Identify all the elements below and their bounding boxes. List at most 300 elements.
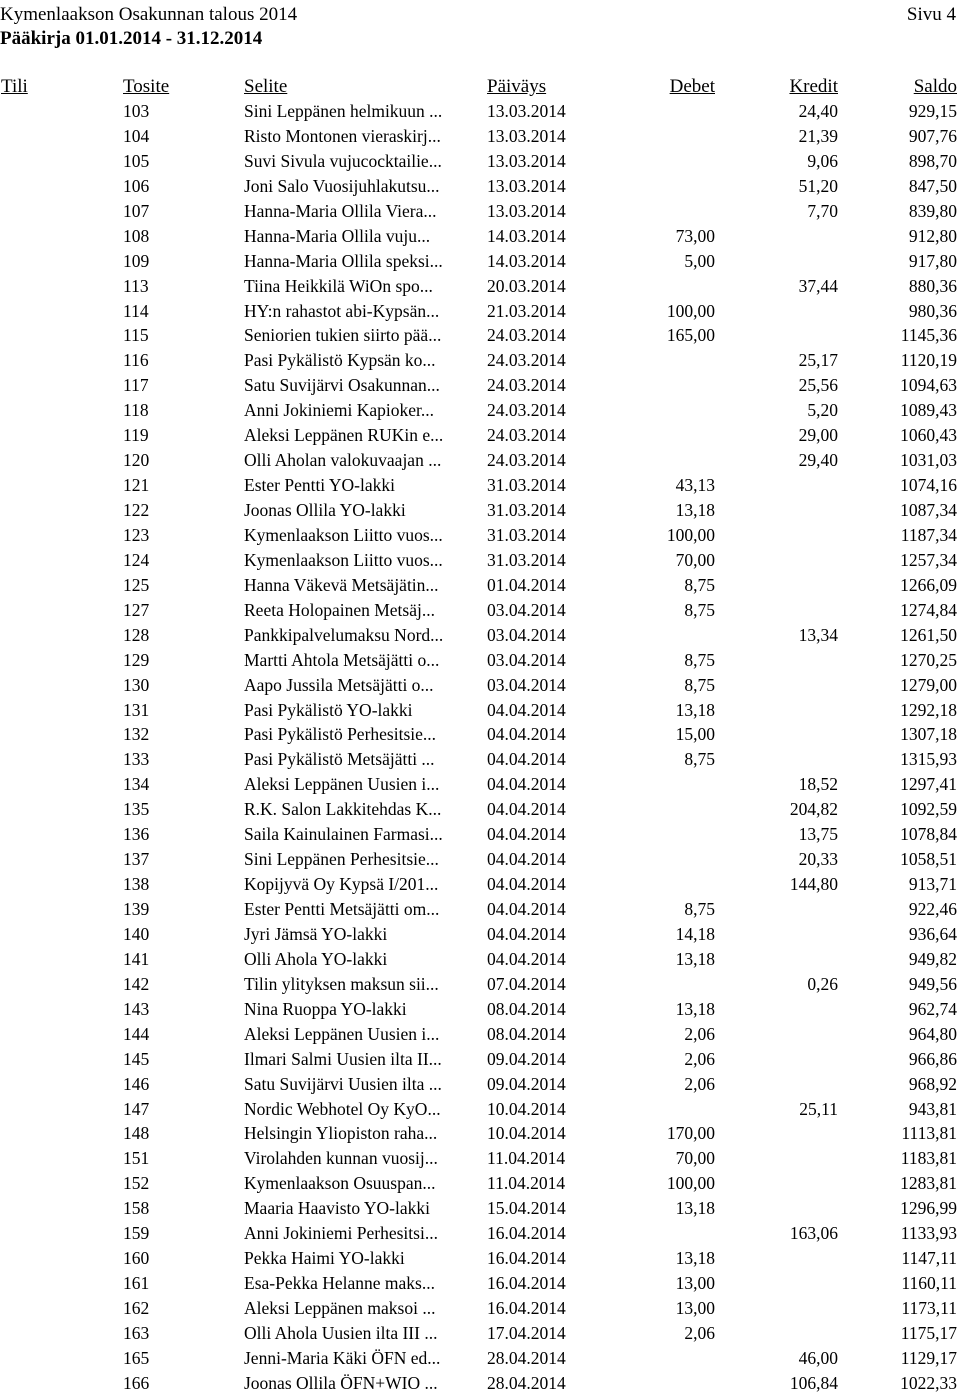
col-header-kredit: Kredit: [789, 76, 838, 97]
table-row: [0, 299, 960, 324]
selite-cell: Seniorien tukien siirto pää...: [244, 325, 442, 346]
saldo-cell: 943,81: [908, 1098, 957, 1119]
saldo-cell: 1092,59: [900, 799, 957, 820]
date-cell: 04.04.2014: [487, 724, 566, 745]
tosite-cell: 163: [123, 1322, 150, 1343]
debet-cell: 100,00: [666, 1173, 715, 1194]
date-cell: 16.04.2014: [487, 1298, 566, 1318]
col-header-tili: Tili: [1, 76, 28, 97]
date-cell: 01.04.2014: [487, 574, 566, 595]
date-cell: 31.03.2014: [487, 549, 566, 570]
tosite-cell: 117: [123, 375, 149, 396]
kredit-cell: 18,52: [798, 774, 838, 795]
table-row: [0, 99, 960, 124]
table-row: [0, 1346, 960, 1371]
debet-cell: 13,18: [675, 1248, 715, 1269]
debet-cell: 15,00: [675, 724, 715, 745]
debet-cell: 43,13: [675, 475, 715, 496]
kredit-cell: 204,82: [789, 799, 838, 820]
tosite-cell: 132: [123, 724, 150, 745]
table-row: [0, 1271, 960, 1296]
saldo-cell: 913,71: [908, 874, 957, 895]
selite-cell: Satu Suvijärvi Uusien ilta ...: [244, 1073, 442, 1094]
debet-cell: 2,06: [684, 1322, 715, 1343]
saldo-cell: 1297,41: [900, 774, 957, 795]
tosite-cell: 159: [123, 1223, 150, 1244]
saldo-cell: 966,86: [908, 1048, 957, 1069]
kredit-cell: 13,75: [798, 824, 838, 845]
date-cell: 13.03.2014: [487, 125, 566, 146]
saldo-cell: 1270,25: [900, 649, 957, 670]
tosite-cell: 125: [123, 574, 150, 595]
selite-cell: Tiina Heikkilä WiOn spo...: [244, 275, 433, 296]
date-cell: 31.03.2014: [487, 500, 566, 520]
tosite-cell: 130: [123, 674, 150, 695]
date-cell: 16.04.2014: [487, 1248, 566, 1269]
kredit-cell: 106,84: [789, 1372, 838, 1393]
selite-cell: HY:n rahastot abi-Kypsän...: [244, 300, 440, 321]
tosite-cell: 143: [123, 998, 150, 1019]
table-row: [0, 1047, 960, 1072]
tosite-cell: 104: [123, 125, 150, 146]
saldo-cell: 1283,81: [900, 1173, 957, 1194]
date-cell: 04.04.2014: [487, 874, 566, 895]
debet-cell: 100,00: [666, 524, 715, 545]
table-row: [0, 1371, 960, 1396]
saldo-cell: 1261,50: [900, 624, 957, 645]
saldo-cell: 898,70: [908, 150, 957, 171]
selite-cell: Aleksi Leppänen Uusien i...: [244, 1023, 440, 1044]
date-cell: 31.03.2014: [487, 524, 566, 545]
table-row: [0, 498, 960, 523]
selite-cell: Olli Aholan valokuvaajan ...: [244, 450, 442, 471]
table-row: [0, 523, 960, 548]
table-row: [0, 1221, 960, 1246]
kredit-cell: 0,26: [807, 973, 838, 994]
date-cell: 24.03.2014: [487, 350, 566, 371]
tosite-cell: 148: [123, 1123, 150, 1144]
selite-cell: Kymenlaakson Liitto vuos...: [244, 524, 443, 545]
selite-cell: Ester Pentti Metsäjätti om...: [244, 899, 440, 919]
selite-cell: Kopijyvä Oy Kypsä I/201...: [244, 874, 439, 895]
tosite-cell: 119: [123, 425, 149, 446]
date-cell: 07.04.2014: [487, 973, 566, 994]
table-row: [0, 847, 960, 872]
ledger-title: Pääkirja 01.01.2014 - 31.12.2014: [0, 28, 263, 49]
selite-cell: Aleksi Leppänen maksoi ...: [244, 1298, 436, 1318]
date-cell: 13.03.2014: [487, 101, 566, 121]
selite-cell: Joonas Ollila YO-lakki: [244, 500, 406, 520]
tosite-cell: 128: [123, 624, 150, 645]
tosite-cell: 116: [123, 350, 149, 371]
saldo-cell: 1120,19: [900, 350, 957, 371]
table-row: [0, 1246, 960, 1271]
selite-cell: Pasi Pykälistö Metsäjätti ...: [244, 749, 435, 770]
saldo-cell: 1279,00: [900, 674, 957, 695]
date-cell: 04.04.2014: [487, 899, 566, 919]
tosite-cell: 121: [123, 475, 150, 496]
saldo-cell: 917,80: [908, 250, 957, 271]
date-cell: 13.03.2014: [487, 200, 566, 221]
kredit-cell: 5,20: [807, 400, 838, 421]
table-row: [0, 947, 960, 972]
selite-cell: Joni Salo Vuosijuhlakutsu...: [244, 175, 440, 196]
tosite-cell: 160: [123, 1248, 150, 1269]
saldo-cell: 1173,11: [901, 1298, 957, 1318]
saldo-cell: 1133,93: [900, 1223, 957, 1244]
debet-cell: 8,75: [684, 599, 715, 620]
table-row: [0, 1321, 960, 1346]
selite-cell: Esa-Pekka Helanne maks...: [244, 1273, 435, 1294]
table-row: [0, 423, 960, 448]
saldo-cell: 1094,63: [900, 375, 957, 396]
saldo-cell: 980,36: [908, 300, 957, 321]
kredit-cell: 9,06: [807, 150, 838, 171]
date-cell: 24.03.2014: [487, 325, 566, 346]
table-row: [0, 224, 960, 249]
debet-cell: 73,00: [675, 225, 715, 246]
table-row: [0, 772, 960, 797]
tosite-cell: 113: [123, 275, 149, 296]
debet-cell: 5,00: [684, 250, 715, 271]
table-row: [0, 199, 960, 224]
date-cell: 08.04.2014: [487, 998, 566, 1019]
table-row: [0, 673, 960, 698]
selite-cell: Ilmari Salmi Uusien ilta II...: [244, 1048, 442, 1069]
table-row: [0, 1097, 960, 1122]
table-row: [0, 972, 960, 997]
table-row: [0, 174, 960, 199]
date-cell: 17.04.2014: [487, 1322, 566, 1343]
tosite-cell: 134: [123, 774, 150, 795]
selite-cell: Aleksi Leppänen Uusien i...: [244, 774, 440, 795]
tosite-cell: 123: [123, 524, 150, 545]
selite-cell: Pekka Haimi YO-lakki: [244, 1248, 405, 1269]
table-row: [0, 797, 960, 822]
saldo-cell: 922,46: [908, 899, 957, 919]
date-cell: 20.03.2014: [487, 275, 566, 296]
saldo-cell: 880,36: [908, 275, 957, 296]
tosite-cell: 136: [123, 824, 150, 845]
table-row: [0, 473, 960, 498]
saldo-cell: 968,92: [908, 1073, 957, 1094]
saldo-cell: 936,64: [908, 923, 957, 944]
date-cell: 24.03.2014: [487, 400, 566, 421]
tosite-cell: 142: [123, 973, 150, 994]
tosite-cell: 124: [123, 549, 150, 570]
col-header-tosite: Tosite: [123, 76, 170, 97]
date-cell: 03.04.2014: [487, 674, 566, 695]
selite-cell: Hanna-Maria Ollila Viera...: [244, 200, 437, 221]
selite-cell: Aleksi Leppänen RUKin e...: [244, 425, 444, 446]
saldo-cell: 1113,81: [901, 1123, 957, 1144]
kredit-cell: 144,80: [789, 874, 838, 895]
table-row: [0, 1121, 960, 1146]
debet-cell: 8,75: [684, 749, 715, 770]
saldo-cell: 929,15: [908, 101, 957, 121]
date-cell: 16.04.2014: [487, 1223, 566, 1244]
report-header: [0, 2, 960, 27]
kredit-cell: 46,00: [798, 1347, 838, 1368]
tosite-cell: 120: [123, 450, 150, 471]
date-cell: 24.03.2014: [487, 375, 566, 396]
selite-cell: Hanna-Maria Ollila speksi...: [244, 250, 443, 271]
date-cell: 13.03.2014: [487, 150, 566, 171]
date-cell: 08.04.2014: [487, 1023, 566, 1044]
debet-cell: 8,75: [684, 674, 715, 695]
table-row: [0, 1171, 960, 1196]
saldo-cell: 1274,84: [900, 599, 957, 620]
ledger-table: [0, 99, 960, 1396]
selite-cell: Nina Ruoppa YO-lakki: [244, 998, 407, 1019]
saldo-cell: 1183,81: [900, 1148, 957, 1169]
table-row: [0, 623, 960, 648]
table-row: [0, 548, 960, 573]
selite-cell: Sini Leppänen Perhesitsie...: [244, 849, 439, 870]
tosite-cell: 147: [123, 1098, 150, 1119]
table-row: [0, 648, 960, 673]
table-row: [0, 1196, 960, 1221]
date-cell: 16.04.2014: [487, 1273, 566, 1294]
debet-cell: 8,75: [684, 649, 715, 670]
table-row: [0, 274, 960, 299]
tosite-cell: 158: [123, 1198, 150, 1219]
table-row: [0, 822, 960, 847]
debet-cell: 13,18: [675, 699, 715, 720]
tosite-cell: 162: [123, 1298, 150, 1318]
kredit-cell: 25,11: [799, 1098, 838, 1119]
saldo-cell: 1022,33: [900, 1372, 957, 1393]
selite-cell: Tilin ylityksen maksun sii...: [244, 973, 439, 994]
selite-cell: Kymenlaakson Liitto vuos...: [244, 549, 443, 570]
tosite-cell: 135: [123, 799, 150, 820]
table-row: [0, 872, 960, 897]
selite-cell: Anni Jokiniemi Perhesitsi...: [244, 1223, 438, 1244]
selite-cell: Jenni-Maria Käki ÖFN ed...: [244, 1347, 441, 1368]
table-row: [0, 348, 960, 373]
table-row: [0, 149, 960, 174]
debet-cell: 13,18: [675, 948, 715, 969]
date-cell: 03.04.2014: [487, 649, 566, 670]
date-cell: 03.04.2014: [487, 624, 566, 645]
tosite-cell: 103: [123, 101, 150, 121]
debet-cell: 170,00: [666, 1123, 715, 1144]
selite-cell: Saila Kainulainen Farmasi...: [244, 824, 443, 845]
tosite-cell: 105: [123, 150, 150, 171]
selite-cell: Maaria Haavisto YO-lakki: [244, 1198, 430, 1219]
date-cell: 31.03.2014: [487, 475, 566, 496]
debet-cell: 8,75: [684, 899, 715, 919]
table-row: [0, 573, 960, 598]
selite-cell: Martti Ahtola Metsäjätti o...: [244, 649, 440, 670]
table-row: [0, 598, 960, 623]
selite-cell: Pasi Pykälistö Kypsän ko...: [244, 350, 436, 371]
tosite-cell: 122: [123, 500, 150, 520]
selite-cell: Sini Leppänen helmikuun ...: [244, 101, 443, 121]
saldo-cell: 1266,09: [900, 574, 957, 595]
kredit-cell: 29,40: [798, 450, 838, 471]
table-row: [0, 398, 960, 423]
date-cell: 13.03.2014: [487, 175, 566, 196]
table-row: [0, 323, 960, 348]
date-cell: 11.04.2014: [487, 1148, 566, 1169]
tosite-cell: 141: [123, 948, 150, 969]
table-row: [0, 997, 960, 1022]
date-cell: 24.03.2014: [487, 450, 566, 471]
selite-cell: Hanna-Maria Ollila vuju...: [244, 225, 431, 246]
tosite-cell: 144: [123, 1023, 150, 1044]
debet-cell: 13,00: [675, 1298, 715, 1318]
saldo-cell: 1145,36: [900, 325, 957, 346]
tosite-cell: 133: [123, 749, 150, 770]
page-number: Sivu 4: [906, 4, 956, 25]
kredit-cell: 20,33: [798, 849, 838, 870]
saldo-cell: 1175,17: [900, 1322, 957, 1343]
saldo-cell: 962,74: [908, 998, 957, 1019]
saldo-cell: 949,82: [908, 948, 957, 969]
tosite-cell: 115: [123, 325, 149, 346]
date-cell: 28.04.2014: [487, 1372, 566, 1393]
date-cell: 04.04.2014: [487, 948, 566, 969]
saldo-cell: 1087,34: [900, 500, 957, 520]
selite-cell: Kymenlaakson Osuuspan...: [244, 1173, 436, 1194]
tosite-cell: 131: [123, 699, 150, 720]
debet-cell: 14,18: [675, 923, 715, 944]
saldo-cell: 1187,34: [900, 524, 957, 545]
saldo-cell: 1078,84: [900, 824, 957, 845]
saldo-cell: 1129,17: [900, 1347, 957, 1368]
table-row: [0, 722, 960, 747]
date-cell: 09.04.2014: [487, 1073, 566, 1094]
date-cell: 04.04.2014: [487, 699, 566, 720]
date-cell: 04.04.2014: [487, 849, 566, 870]
table-row: [0, 448, 960, 473]
saldo-cell: 1296,99: [900, 1198, 957, 1219]
table-row: [0, 373, 960, 398]
selite-cell: R.K. Salon Lakkitehdas K...: [244, 799, 442, 820]
selite-cell: Pankkipalvelumaksu Nord...: [244, 624, 444, 645]
saldo-cell: 1060,43: [900, 425, 957, 446]
table-row: [0, 698, 960, 723]
table-row: [0, 1072, 960, 1097]
selite-cell: Pasi Pykälistö Perhesitsie...: [244, 724, 437, 745]
debet-cell: 2,06: [684, 1073, 715, 1094]
date-cell: 11.04.2014: [487, 1173, 566, 1194]
selite-cell: Helsingin Yliopiston raha...: [244, 1123, 438, 1144]
selite-cell: Virolahden kunnan vuosij...: [244, 1148, 438, 1169]
kredit-cell: 25,56: [798, 375, 838, 396]
date-cell: 04.04.2014: [487, 774, 566, 795]
debet-cell: 165,00: [666, 325, 715, 346]
selite-cell: Reeta Holopainen Metsäj...: [244, 599, 435, 620]
table-row: [0, 249, 960, 274]
tosite-cell: 137: [123, 849, 150, 870]
selite-cell: Anni Jokiniemi Kapioker...: [244, 400, 435, 421]
saldo-cell: 907,76: [908, 125, 957, 146]
tosite-cell: 166: [123, 1372, 150, 1393]
kredit-cell: 21,39: [798, 125, 838, 146]
column-headers: [0, 74, 960, 99]
saldo-cell: 1315,93: [900, 749, 957, 770]
saldo-cell: 1058,51: [900, 849, 957, 870]
saldo-cell: 1147,11: [901, 1248, 957, 1269]
date-cell: 21.03.2014: [487, 300, 566, 321]
tosite-cell: 145: [123, 1048, 150, 1069]
saldo-cell: 1089,43: [900, 400, 957, 421]
date-cell: 04.04.2014: [487, 923, 566, 944]
selite-cell: Suvi Sivula vujucocktailie...: [244, 150, 442, 171]
tosite-cell: 146: [123, 1073, 150, 1094]
saldo-cell: 949,56: [908, 973, 957, 994]
saldo-cell: 1160,11: [901, 1273, 957, 1294]
debet-cell: 13,18: [675, 998, 715, 1019]
debet-cell: 70,00: [675, 549, 715, 570]
kredit-cell: 7,70: [807, 200, 838, 221]
tosite-cell: 109: [123, 250, 150, 271]
saldo-cell: 912,80: [908, 225, 957, 246]
tosite-cell: 107: [123, 200, 150, 221]
table-row: [0, 897, 960, 922]
debet-cell: 2,06: [684, 1023, 715, 1044]
kredit-cell: 37,44: [798, 275, 838, 296]
selite-cell: Nordic Webhotel Oy KyO...: [244, 1098, 441, 1119]
date-cell: 15.04.2014: [487, 1198, 566, 1219]
tosite-cell: 140: [123, 923, 150, 944]
selite-cell: Olli Ahola YO-lakki: [244, 948, 388, 969]
table-row: [0, 124, 960, 149]
table-row: [0, 922, 960, 947]
date-cell: 24.03.2014: [487, 425, 566, 446]
date-cell: 10.04.2014: [487, 1098, 566, 1119]
selite-cell: Aapo Jussila Metsäjätti o...: [244, 674, 434, 695]
selite-cell: Pasi Pykälistö YO-lakki: [244, 699, 413, 720]
date-cell: 04.04.2014: [487, 749, 566, 770]
date-cell: 03.04.2014: [487, 599, 566, 620]
tosite-cell: 161: [123, 1273, 150, 1294]
saldo-cell: 1031,03: [900, 450, 957, 471]
selite-cell: Satu Suvijärvi Osakunnan...: [244, 375, 440, 396]
tosite-cell: 138: [123, 874, 150, 895]
date-cell: 04.04.2014: [487, 799, 566, 820]
date-cell: 10.04.2014: [487, 1123, 566, 1144]
date-cell: 04.04.2014: [487, 824, 566, 845]
debet-cell: 100,00: [666, 300, 715, 321]
col-header-selite: Selite: [244, 76, 288, 97]
tosite-cell: 118: [123, 400, 149, 421]
saldo-cell: 1292,18: [900, 699, 957, 720]
saldo-cell: 1307,18: [900, 724, 957, 745]
tosite-cell: 151: [123, 1148, 150, 1169]
debet-cell: 2,06: [684, 1048, 715, 1069]
debet-cell: 13,18: [675, 500, 715, 520]
date-cell: 14.03.2014: [487, 250, 566, 271]
col-header-debet: Debet: [669, 76, 715, 97]
debet-cell: 13,18: [675, 1198, 715, 1219]
col-header-saldo: Saldo: [913, 76, 957, 97]
tosite-cell: 165: [123, 1347, 150, 1368]
saldo-cell: 1257,34: [900, 549, 957, 570]
selite-cell: Joonas Ollila ÖFN+WIO ...: [244, 1372, 438, 1393]
kredit-cell: 13,34: [798, 624, 838, 645]
date-cell: 09.04.2014: [487, 1048, 566, 1069]
table-row: [0, 1022, 960, 1047]
col-header-paivays: Päiväys: [487, 76, 547, 97]
saldo-cell: 964,80: [908, 1023, 957, 1044]
debet-cell: 13,00: [675, 1273, 715, 1294]
table-row: [0, 747, 960, 772]
tosite-cell: 114: [123, 300, 149, 321]
saldo-cell: 847,50: [908, 175, 957, 196]
